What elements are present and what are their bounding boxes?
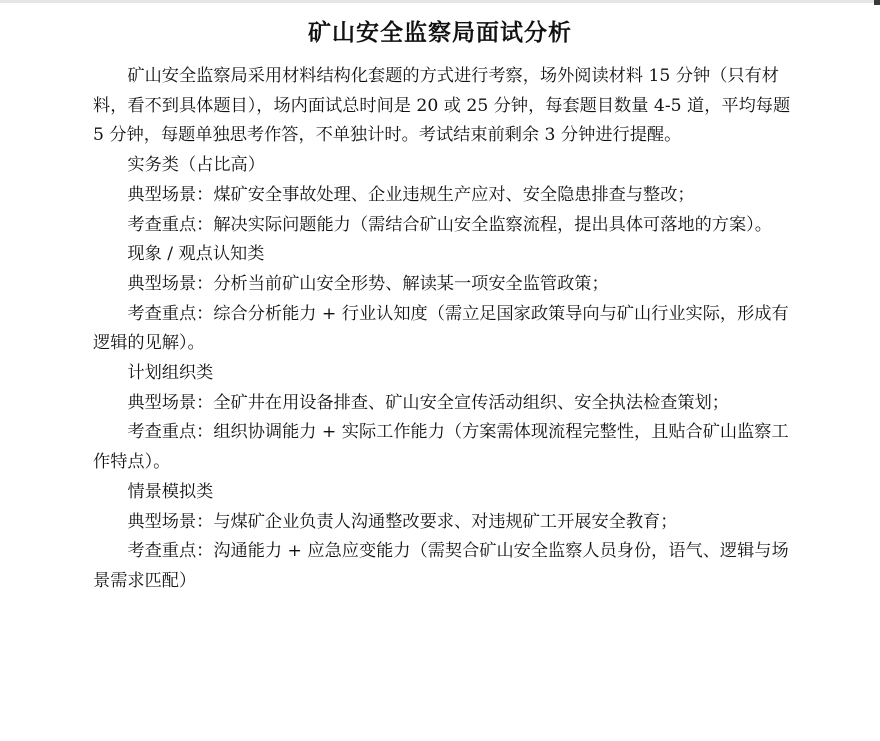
practical-focus: 考查重点：解决实际问题能力（需结合矿山安全监察流程，提出具体可落地的方案）。 <box>127 214 772 235</box>
roleplay-focus: 考查重点：沟通能力 + 应急应变能力（需契合矿山安全监察人员身份，语气、逻辑与场景需求匹配） <box>93 541 789 591</box>
viewpoint-scenarios: 典型场景：分析当前矿山安全形势、解读某一项安全监管政策； <box>127 273 609 294</box>
section-heading-practical: 实务类（占比高） <box>127 155 265 176</box>
section-heading-planning: 计划组织类 <box>127 363 214 384</box>
practical-scenarios: 典型场景：煤矿安全事故处理、企业违规生产应对、安全隐患排查与整改； <box>127 184 695 205</box>
document-title: 矿山安全监察局面试分析 <box>308 20 572 46</box>
section-heading-viewpoint: 现象 / 观点认知类 <box>127 244 265 265</box>
document-body <box>93 62 793 597</box>
section-heading-roleplay: 情景模拟类 <box>127 481 214 502</box>
planning-focus: 考查重点：组织协调能力 + 实际工作能力（方案需体现流程完整性，且贴合矿山监察工作特点）。 <box>93 422 789 473</box>
viewpoint-focus: 考查重点：综合分析能力 + 行业认知度（需立足国家政策导向与矿山行业实际，形成有逻辑的见解）。 <box>93 303 789 354</box>
planning-scenarios: 典型场景：全矿井在用设备排查、矿山安全宣传活动组织、安全执法检查策划； <box>127 392 729 413</box>
roleplay-scenarios: 典型场景：与煤矿企业负责人沟通整改要求、对违规矿工开展安全教育； <box>127 511 678 532</box>
corner-mark <box>874 0 880 5</box>
intro-paragraph: 矿山安全监察局采用材料结构化套题的方式进行考察，场外阅读材料 15 分钟（只有材料，看不到具体题目），场内面试总时间是 20 或 25 分钟，每套题目数量 4-5 道，平均每题 5 分钟，每题单独思考作答，不单独计时。考试结束前剩余 3 分钟进行提醒。 <box>93 66 791 146</box>
top-border <box>0 0 880 3</box>
